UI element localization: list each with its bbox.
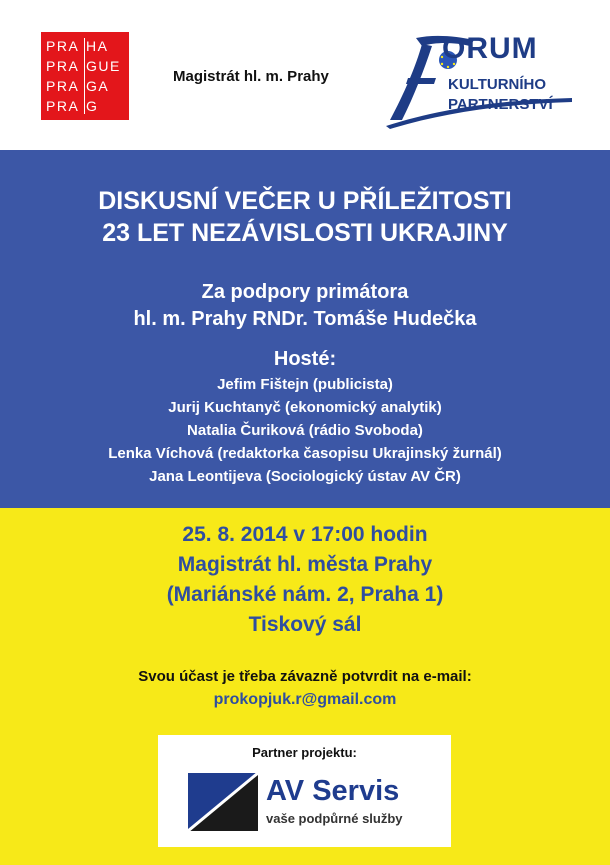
forum-logo-line1: KULTURNÍHO (448, 76, 547, 93)
patron-line1: Za podpory primátora (201, 281, 409, 303)
praha-logo-row (46, 96, 126, 116)
guest-item: Jurij Kuchtanyč (ekonomický analytik) (168, 399, 442, 416)
partner-label: Partner projektu: (252, 745, 357, 760)
guest-item: Natalia Čuriková (rádio Svoboda) (187, 422, 423, 439)
event-title-line1: DISKUSNÍ VEČER U PŘÍLEŽITOSTI (98, 187, 512, 215)
praha-logo-cell: PRA (46, 58, 80, 74)
email-link[interactable]: prokopjuk.r@gmail.com (213, 691, 397, 708)
event-address: (Mariánské nám. 2, Praha 1) (166, 583, 444, 606)
partner-box (158, 735, 451, 847)
blue-section (0, 150, 610, 508)
guest-item: Jana Leontijeva (Sociologický ústav AV ČR) (149, 468, 461, 485)
guests-heading: Hosté: (273, 348, 337, 370)
partner-name: AV Servis (266, 775, 400, 807)
forum-logo-line2: PARTNERSTVÍ (448, 96, 553, 113)
forum-logo-word: ORUM (442, 32, 538, 65)
header (0, 0, 610, 150)
guest-item: Lenka Víchová (redaktorka časopisu Ukrajinský žurnál) (108, 445, 502, 462)
patron-line2: hl. m. Prahy RNDr. Tomáše Hudečka (133, 308, 477, 330)
av-servis-logo-icon (188, 773, 258, 831)
event-date-time: 25. 8. 2014 v 17:00 hodin (182, 523, 428, 546)
praha-logo-row (46, 76, 126, 96)
partner-tagline: vaše podpůrné služby (266, 811, 403, 826)
praha-logo-cell: PRA (46, 98, 80, 114)
guest-item: Jefim Fištejn (publicista) (217, 376, 393, 393)
confirm-text: Svou účast je třeba závazně potvrdit na e-mail: (138, 668, 472, 685)
praha-logo-cell: GA (86, 78, 110, 94)
event-title-line2: 23 LET NEZÁVISLOSTI UKRAJINY (102, 219, 508, 247)
praha-logo-cell: HA (86, 38, 109, 54)
praha-logo-grid (46, 36, 126, 116)
yellow-section (0, 508, 610, 865)
event-room: Tiskový sál (248, 613, 362, 636)
magistrat-label: Magistrát hl. m. Prahy (173, 68, 329, 85)
praha-logo (41, 32, 129, 120)
forum-logo (382, 32, 578, 130)
praha-logo-cell: GUE (86, 58, 121, 74)
praha-logo-row (46, 36, 126, 56)
praha-logo-cell: PRA (46, 38, 80, 54)
praha-logo-row (46, 56, 126, 76)
praha-logo-cell: PRA (46, 78, 80, 94)
event-venue: Magistrát hl. města Prahy (177, 553, 433, 576)
praha-logo-cell: G (86, 98, 99, 114)
